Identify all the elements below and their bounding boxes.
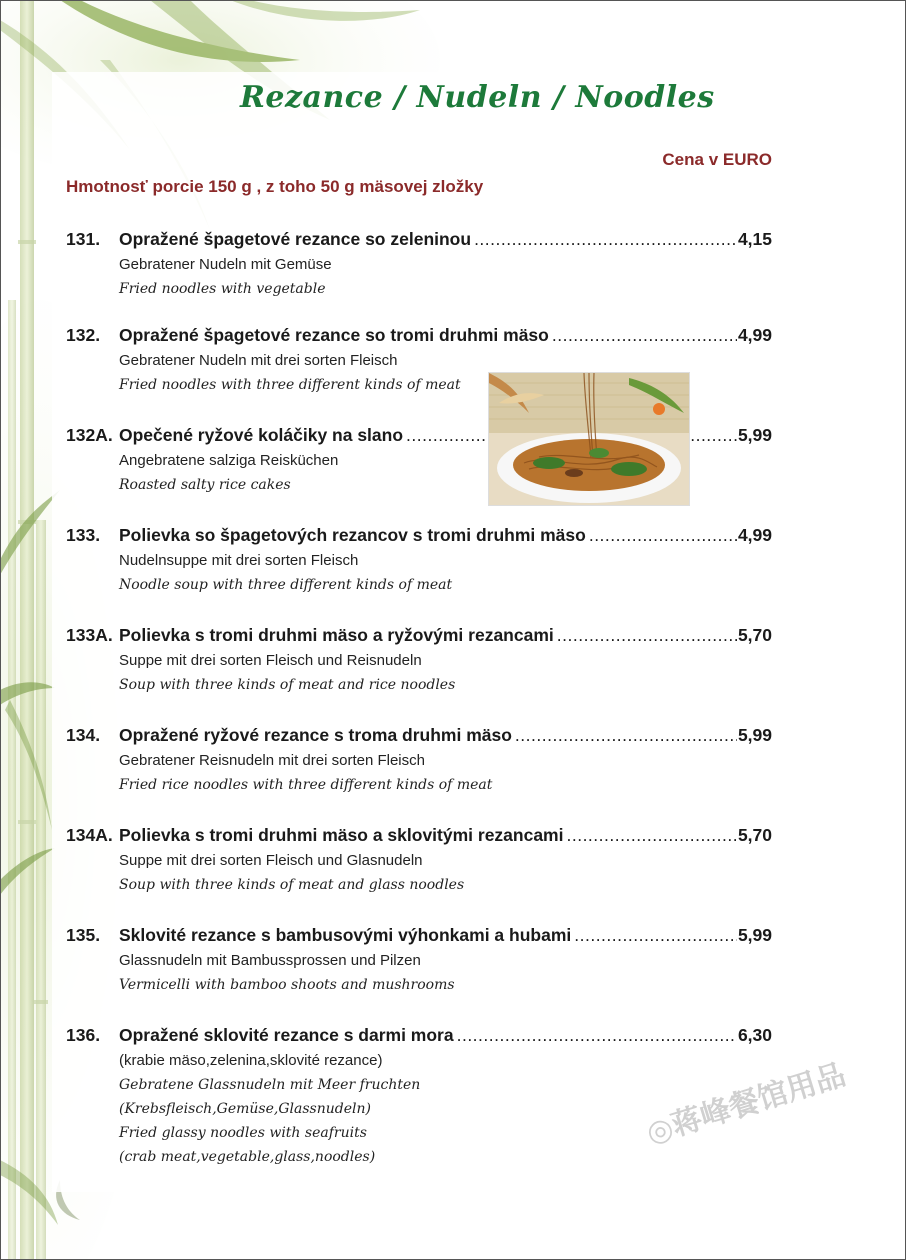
dot-leader <box>574 925 737 946</box>
item-translation: (Krebsfleisch,Gemüse,Glassnudeln) <box>119 1101 371 1117</box>
menu-item-header <box>66 1025 772 1049</box>
dot-leader <box>589 525 737 546</box>
dot-leader <box>557 625 737 646</box>
menu-item <box>66 625 772 697</box>
item-number: 134A. <box>66 825 113 845</box>
item-description: Gebratener Nudeln mit drei sorten Fleisch <box>119 352 398 369</box>
item-translation: Fried glassy noodles with seafruits <box>119 1125 367 1141</box>
item-name: Opražené sklovité rezance s darmi mora <box>119 1025 454 1045</box>
item-description: Glassnudeln mit Bambussprossen und Pilzen <box>119 952 421 969</box>
dot-leader <box>566 825 736 846</box>
item-number: 133A. <box>66 625 113 645</box>
item-name: Opražené špagetové rezance so zeleninou <box>119 229 472 249</box>
item-translation: Fried rice noodles with three different kinds of meat <box>119 777 493 793</box>
item-description: Gebratener Reisnudeln mit drei sorten Fleisch <box>119 752 425 769</box>
menu-item-header <box>66 825 772 849</box>
item-price: 5,70 <box>737 625 772 645</box>
item-name: Polievka s tromi druhmi mäso a sklovitými rezancami <box>119 825 564 845</box>
watermark-logo-icon: ◎ <box>642 1109 678 1152</box>
menu-item-header <box>66 725 772 749</box>
menu-item-header <box>66 229 772 253</box>
item-translation: Soup with three kinds of meat and glass noodles <box>119 877 465 893</box>
item-description: Nudelnsuppe mit drei sorten Fleisch <box>119 552 359 569</box>
currency-label: Cena v EURO <box>662 150 772 169</box>
dot-leader <box>474 229 737 250</box>
item-description: Angebratene salziga Reisküchen <box>119 452 339 469</box>
item-description: Suppe mit drei sorten Fleisch und Reisnudeln <box>119 652 422 669</box>
page-title: Rezance / Nudeln / Noodles <box>240 80 715 115</box>
item-number: 132. <box>66 325 101 345</box>
dot-leader <box>457 1025 737 1046</box>
dot-leader <box>515 725 737 746</box>
item-number: 131. <box>66 229 101 249</box>
menu-item <box>66 725 772 797</box>
item-description: Gebratener Nudeln mit Gemüse <box>119 256 332 273</box>
menu-item <box>66 229 772 301</box>
item-name: Opražené špagetové rezance so tromi druhmi mäso <box>119 325 549 345</box>
menu-item <box>66 525 772 597</box>
item-translation: Gebratene Glassnudeln mit Meer fruchten <box>119 1077 421 1093</box>
item-number: 134. <box>66 725 101 745</box>
item-translation: Noodle soup with three different kinds of meat <box>119 577 453 593</box>
item-description: Suppe mit drei sorten Fleisch und Glasnudeln <box>119 852 423 869</box>
menu-item <box>66 925 772 997</box>
item-translation: Vermicelli with bamboo shoots and mushrooms <box>119 977 455 993</box>
menu-item-header <box>66 525 772 549</box>
dot-leader <box>552 325 737 346</box>
item-translation: Fried noodles with three different kinds of meat <box>119 377 461 393</box>
item-name: Opečené ryžové koláčiky na slano <box>119 425 404 445</box>
item-description: (krabie mäso,zelenina,sklovité rezance) <box>119 1052 383 1069</box>
item-number: 132A. <box>66 425 113 445</box>
item-number: 133. <box>66 525 101 545</box>
item-name: Polievka so špagetových rezancov s tromi druhmi mäso <box>119 525 586 545</box>
menu-item-header <box>66 625 772 649</box>
item-price: 5,70 <box>737 825 772 845</box>
item-name: Polievka s tromi druhmi mäso a ryžovými rezancami <box>119 625 554 645</box>
item-translation: (crab meat,vegetable,glass,noodles) <box>119 1149 376 1165</box>
menu-item <box>66 825 772 897</box>
item-translation: Fried noodles with vegetable <box>119 281 326 297</box>
menu-item-header <box>66 925 772 949</box>
item-price: 4,15 <box>737 229 772 249</box>
item-price: 4,99 <box>737 525 772 545</box>
portion-note: Hmotnosť porcie 150 g , z toho 50 g mäsovej zložky <box>66 177 484 196</box>
item-price: 5,99 <box>737 425 772 445</box>
noodles-dish-photo <box>488 372 690 506</box>
item-name: Sklovité rezance s bambusovými výhonkami a hubami <box>119 925 572 945</box>
item-translation: Roasted salty rice cakes <box>119 477 291 493</box>
watermark-text: 蒋峰餐馆用品 <box>667 1057 850 1144</box>
item-price: 6,30 <box>737 1025 772 1045</box>
item-number: 135. <box>66 925 101 945</box>
item-number: 136. <box>66 1025 101 1045</box>
item-price: 4,99 <box>737 325 772 345</box>
item-translation: Soup with three kinds of meat and rice noodles <box>119 677 456 693</box>
item-name: Opražené ryžové rezance s troma druhmi mäso <box>119 725 512 745</box>
item-price: 5,99 <box>737 925 772 945</box>
item-price: 5,99 <box>737 725 772 745</box>
menu-item-header <box>66 325 772 349</box>
